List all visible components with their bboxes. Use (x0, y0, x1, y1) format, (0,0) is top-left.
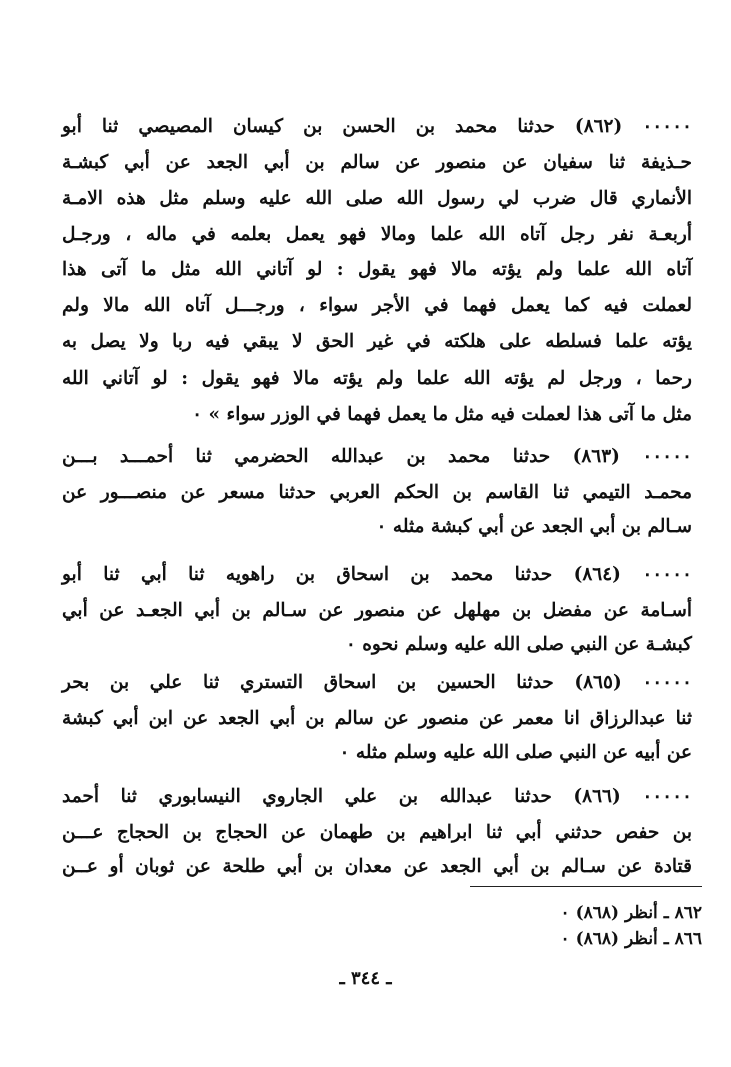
text-line: ٠٠٠٠٠ (٨٦٣) حدثنا محمد بن عبدالله الحضرمي ثنا أحمـــد بـــن (62, 446, 692, 467)
text-line: مثل ما آتى هذا لعملت فيه مثل ما يعمل فهما في الوزر سواء » ٠ (192, 404, 692, 425)
page-number: ـ ٣٤٤ ـ (339, 968, 392, 989)
text-line: عن أبيه عن النبي صلى الله عليه وسلم مثله ٠ (339, 742, 692, 763)
text-line: بن حفص حدثني أبي ثنا ابراهيم بن طهمان عن الحجاج بن الحجاج عـــن (62, 822, 692, 843)
text-line: رحما ، ورجل لم يؤته الله علما ولم يؤته مالا فهو يقول : لو آتاني الله (62, 368, 692, 389)
text-line: ٠٠٠٠٠ (٨٦٦) حدثنا عبدالله بن علي الجاروي النيسابوري ثنا أحمد (62, 786, 692, 807)
text-line: أربعـة نفر رجل آتاه الله علما ومالا فهو يعمل بعلمه في ماله ، ورجـل (62, 224, 692, 245)
text-line: ٠٠٠٠٠ (٨٦٥) حدثنا الحسين بن اسحاق التستري ثنا علي بن بحر (62, 672, 692, 693)
text-line: حـذيفة ثنا سفيان عن منصور عن سالم بن أبي الجعد عن أبي كبشـة (62, 152, 692, 173)
text-line: أسـامة عن مفضل بن مهلهل عن منصور عن سـالم بن أبي الجعـد عن أبي (62, 600, 692, 621)
text-line: كبشـة عن النبي صلى الله عليه وسلم نحوه ٠ (345, 634, 692, 655)
footnote: ٨٦٢ ـ أنظر (٨٦٨) ٠ (560, 903, 702, 923)
text-line: يؤته علما فسلطه على هلكته في غير الحق لا يبقي فيه ربا ولا يصل به (62, 331, 692, 352)
text-line: قتادة عن سـالم بن أبي الجعد عن معدان بن أبي طلحة عن ثوبان أو عــن (62, 856, 692, 877)
text-line: محمـد التيمي ثنا القاسم بن الحكم العربي حدثنا مسعر عن منصـــور عن (62, 482, 692, 503)
text-line: سـالم بن أبي الجعد عن أبي كبشة مثله ٠ (376, 516, 692, 537)
text-line: الأنماري قال ضرب لي رسول الله صلى الله عليه وسلم مثل هذه الامـة (62, 188, 692, 209)
text-line: لعملت فيه كما يعمل فهما في الأجر سواء ، ورجـــل آتاه الله مالا ولم (62, 295, 692, 316)
footnote: ٨٦٦ ـ أنظر (٨٦٨) ٠ (560, 929, 702, 949)
text-line: ثنا عبدالرزاق انا معمر عن منصور عن سالم بن أبي الجعد عن ابن أبي كبشة (62, 708, 692, 729)
footnote-separator (470, 886, 702, 887)
text-line: ٠٠٠٠٠ (٨٦٢) حدثنا محمد بن الحسن بن كيسان المصيصي ثنا أبو (62, 116, 692, 137)
text-line: ٠٠٠٠٠ (٨٦٤) حدثنا محمد بن اسحاق بن راهويه ثنا أبي ثنا أبو (62, 564, 692, 585)
text-line: آتاه الله علما ولم يؤته مالا فهو يقول : لو آتاني الله مثل ما آتى هذا (62, 259, 692, 280)
